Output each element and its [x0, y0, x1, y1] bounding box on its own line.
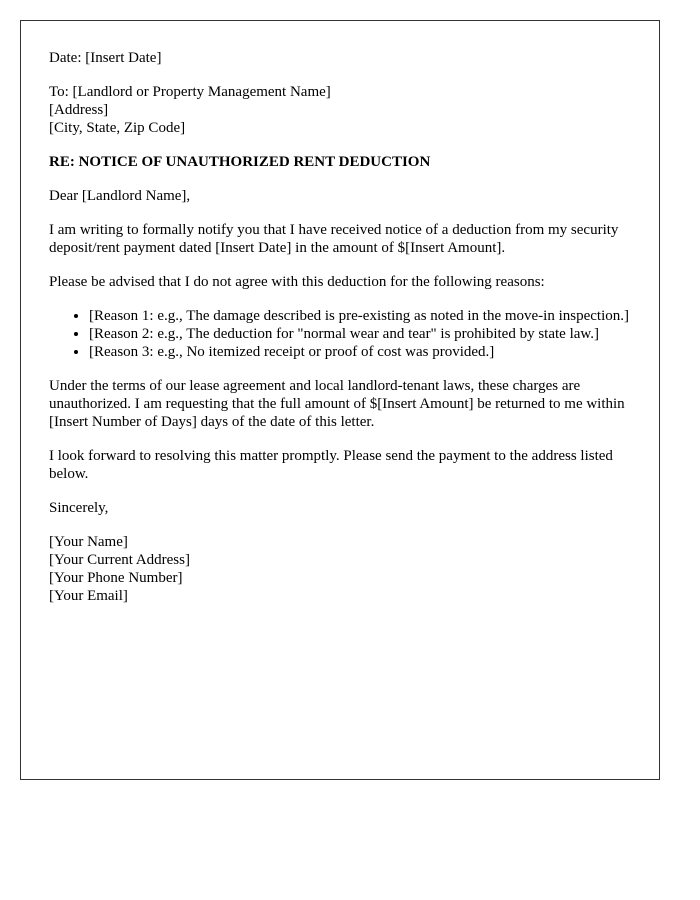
recipient-city-state-zip: [City, State, Zip Code] — [49, 120, 186, 136]
reason-item: • [Reason 1: e.g., The damage described is pre-existing as noted in the move-in inspection.] — [89, 307, 649, 325]
recipient-address: [Address] — [49, 102, 109, 118]
closing: Sincerely, — [49, 500, 109, 516]
signature-email: [Your Email] — [49, 588, 128, 604]
salutation: Dear [Landlord Name], — [49, 188, 191, 204]
signature-block — [49, 533, 649, 605]
reason-item: • [Reason 3: e.g., No itemized receipt or proof of cost was provided.] — [89, 343, 649, 361]
date-line: Date: [Insert Date] — [49, 50, 162, 66]
paragraph-disagreement: Please be advised that I do not agree with this deduction for the following reasons: — [49, 274, 545, 290]
letter-body — [49, 49, 649, 621]
signature-address: [Your Current Address] — [49, 552, 190, 568]
reasons-list — [49, 307, 649, 361]
letter-page — [20, 20, 660, 780]
paragraph-notice: I am writing to formally notify you that I have received notice of a deduction from my security deposit/rent payment dated [Insert Date] in the amount of $[Insert Amount]. — [49, 222, 619, 256]
recipient-block — [49, 83, 649, 137]
signature-name: [Your Name] — [49, 534, 128, 550]
subject-line: RE: NOTICE OF UNAUTHORIZED RENT DEDUCTION — [49, 154, 431, 170]
reason-item: • [Reason 2: e.g., The deduction for "normal wear and tear" is prohibited by state law.] — [89, 325, 649, 343]
recipient-name: To: [Landlord or Property Management Name] — [49, 84, 331, 100]
signature-phone: [Your Phone Number] — [49, 570, 183, 586]
paragraph-closing-remark: I look forward to resolving this matter promptly. Please send the payment to the address listed below. — [49, 448, 613, 482]
paragraph-request: Under the terms of our lease agreement and local landlord-tenant laws, these charges are unauthorized. I am requesting that the full amount of $[Insert Amount] be returned to me within [Insert Number of Days] days of the date of this letter. — [49, 378, 625, 430]
